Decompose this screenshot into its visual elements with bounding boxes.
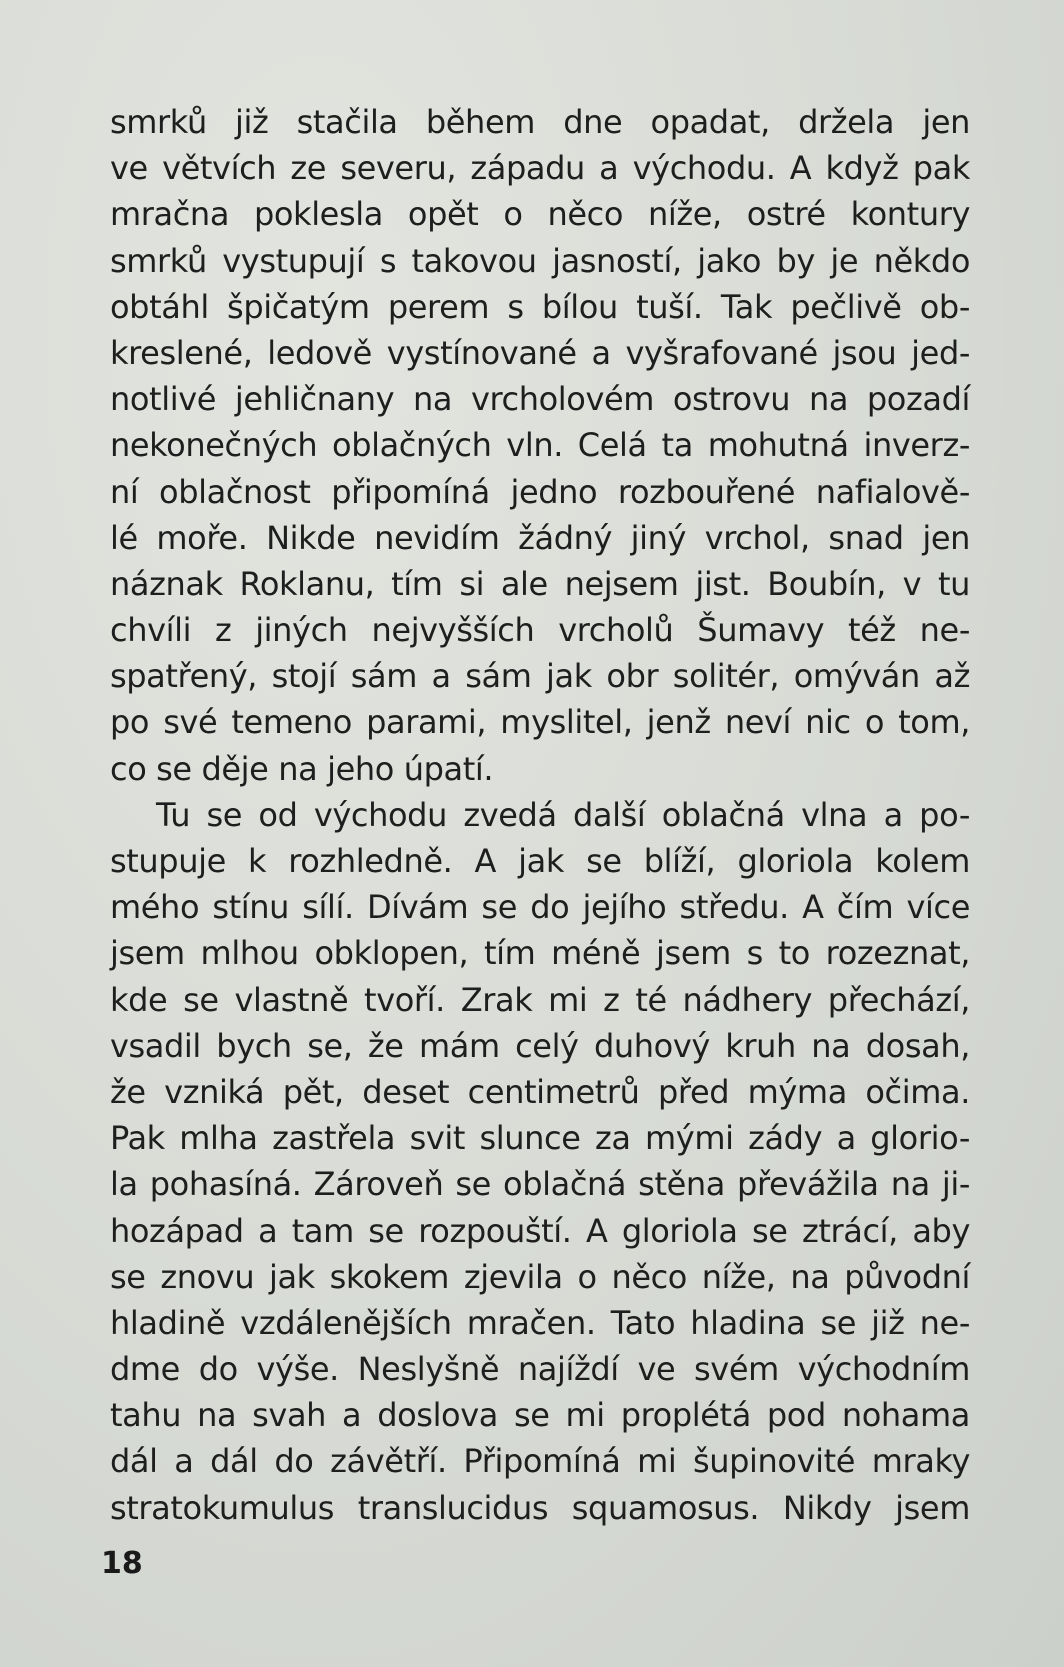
text-line: obtáhl špičatým perem s bílou tuší. Tak pečlivě ob-: [110, 287, 970, 326]
text-line: dme do výše. Neslyšně najíždí ve svém východním: [110, 1350, 970, 1389]
text-line: smrků již stačila během dne opadat, držela jen: [110, 103, 970, 141]
text-line: mračna poklesla opět o něco níže, ostré kontury: [110, 195, 970, 234]
text-line: ní oblačnost připomíná jedno rozbouřené nafialově-: [110, 472, 970, 511]
text-line: jsem mlhou obklopen, tím méně jsem s to rozeznat,: [110, 934, 970, 973]
text-line: mého stínu sílí. Dívám se do jejího středu. A čím více: [110, 888, 970, 927]
body-text: [110, 99, 970, 1531]
text-line: ve větvích ze severu, západu a východu. A když pak: [110, 149, 970, 188]
text-line: po své temeno parami, myslitel, jenž neví nic o tom,: [110, 703, 970, 742]
page-number: 18: [101, 1546, 143, 1581]
text-line: kde se vlastně tvoří. Zrak mi z té nádhery přechází,: [110, 980, 970, 1019]
text-line: stratokumulus translucidus squamosus. Nikdy jsem: [110, 1488, 970, 1527]
paragraph: [110, 99, 970, 792]
text-line: la pohasíná. Zároveň se oblačná stěna převážila na ji-: [110, 1165, 970, 1204]
text-line: co se děje na jeho úpatí.: [110, 749, 494, 788]
text-line: dál a dál do závětří. Připomíná mi šupinovité mraky: [110, 1442, 970, 1481]
text-line: náznak Roklanu, tím si ale nejsem jist. Boubín, v tu: [110, 564, 970, 603]
text-line: se znovu jak skokem zjevila o něco níže, na původní: [110, 1257, 970, 1296]
text-line: lé moře. Nikde nevidím žádný jiný vrchol, snad jen: [110, 518, 970, 557]
text-line: hozápad a tam se rozpouští. A gloriola se ztrácí, aby: [110, 1211, 970, 1250]
text-line: Pak mlha zastřela svit slunce za mými zády a glorio-: [110, 1119, 970, 1158]
text-line: stupuje k rozhledně. A jak se blíží, gloriola kolem: [110, 842, 970, 880]
text-line: chvíli z jiných nejvyšších vrcholů Šumavy též ne-: [110, 611, 970, 650]
text-line: že vzniká pět, deset centimetrů před mýma očima.: [110, 1072, 970, 1111]
text-line: tahu na svah a doslova se mi proplétá pod nohama: [110, 1396, 970, 1435]
text-line: vsadil bych se, že mám celý duhový kruh na dosah,: [110, 1026, 970, 1065]
text-line: notlivé jehličnany na vrcholovém ostrovu na pozadí: [110, 380, 970, 419]
text-line: kreslené, ledově vystínované a vyšrafované jsou jed-: [110, 333, 970, 372]
text-line: Tu se od východu zvedá další oblačná vlna a po-: [156, 795, 970, 834]
text-line: hladině vzdálenějších mračen. Tato hladina se již ne-: [110, 1303, 970, 1342]
text-line: nekonečných oblačných vln. Celá ta mohutná inverz-: [110, 426, 970, 465]
paragraph: [110, 792, 970, 1531]
text-line: smrků vystupují s takovou jasností, jako by je někdo: [110, 241, 970, 280]
text-line: spatřený, stojí sám a sám jak obr solitér, omýván až: [110, 657, 970, 696]
